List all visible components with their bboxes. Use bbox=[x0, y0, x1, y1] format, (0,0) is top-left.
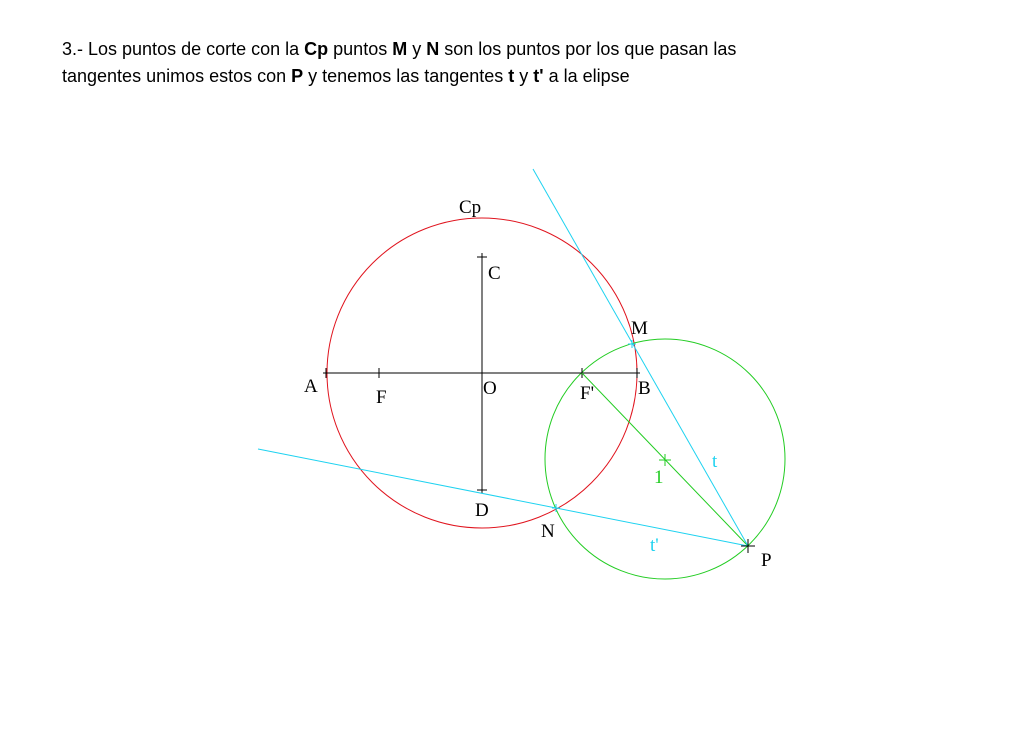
caption-emphasis: t' bbox=[533, 66, 544, 86]
label-m: M bbox=[631, 318, 648, 339]
label-cp: Cp bbox=[459, 197, 482, 218]
caption-text: y bbox=[407, 39, 427, 59]
label-f: F bbox=[376, 387, 387, 408]
caption-emphasis: N bbox=[426, 39, 440, 59]
label-n: N bbox=[541, 521, 555, 542]
caption-text: son los puntos por los que pasan las bbox=[439, 39, 737, 59]
label-o: O bbox=[483, 378, 497, 399]
caption-text: tangentes unimos estos con bbox=[62, 66, 292, 86]
caption-text: 3.- Los puntos de corte con la bbox=[62, 39, 305, 59]
label-p: P bbox=[761, 550, 772, 571]
label-t-prime: t' bbox=[650, 535, 659, 556]
label-c: C bbox=[488, 263, 501, 284]
caption-text: y bbox=[514, 66, 534, 86]
label-b: B bbox=[638, 378, 651, 399]
label-t: t bbox=[712, 451, 718, 472]
caption-emphasis: Cp bbox=[304, 39, 329, 59]
caption-text: y tenemos las tangentes bbox=[303, 66, 509, 86]
tangent-t-line bbox=[533, 169, 748, 546]
caption-text: a la elipse bbox=[543, 66, 630, 86]
label-f-prime: F' bbox=[580, 383, 594, 404]
tangent-t-prime-line bbox=[258, 449, 748, 546]
caption-emphasis: P bbox=[291, 66, 304, 86]
caption-emphasis: M bbox=[392, 39, 408, 59]
label-midpoint-1: 1 bbox=[654, 467, 664, 488]
caption-text: puntos bbox=[328, 39, 393, 59]
caption-emphasis: t bbox=[508, 66, 515, 86]
label-d: D bbox=[475, 500, 489, 521]
label-a: A bbox=[304, 376, 318, 397]
